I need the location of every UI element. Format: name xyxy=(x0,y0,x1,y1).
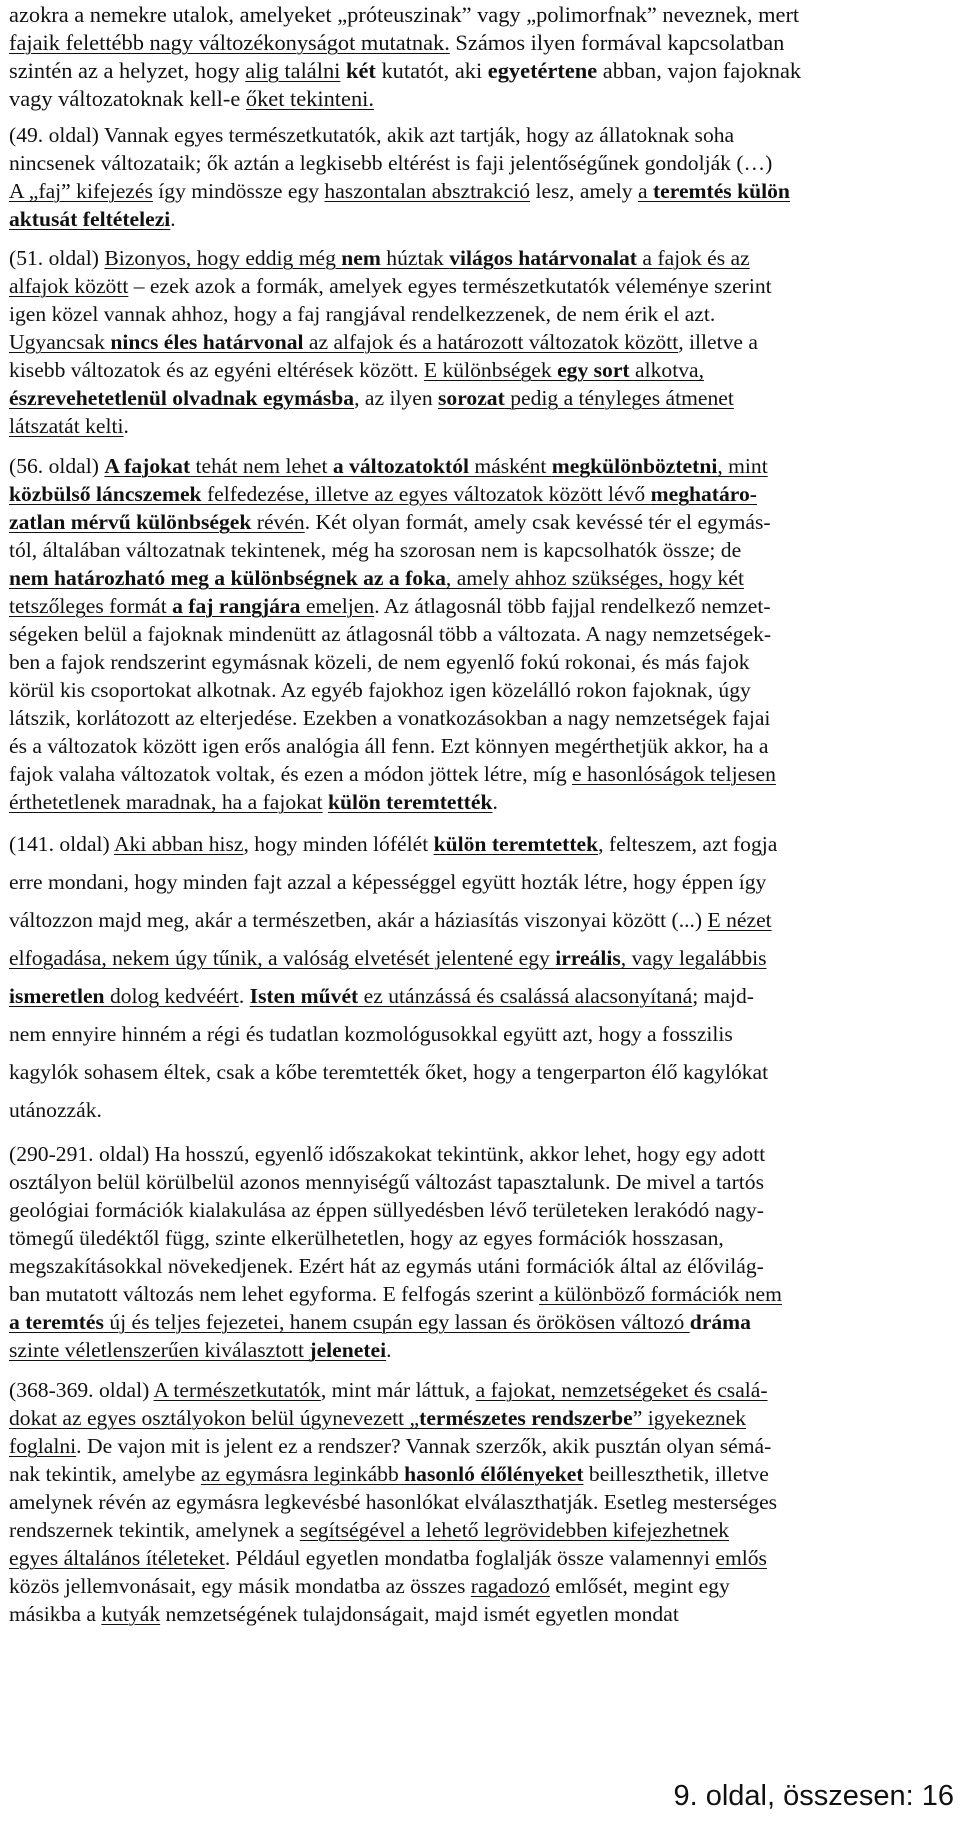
text-line xyxy=(9,1464,769,1486)
text-line xyxy=(9,1380,768,1402)
underlined-text: révén xyxy=(251,510,305,534)
emphasis-text: aktusát feltételezi xyxy=(9,207,171,231)
text-segment: Számos ilyen formával kapcsolatban xyxy=(449,30,785,55)
text-line xyxy=(9,1340,392,1362)
text-line xyxy=(9,1604,679,1626)
underlined-text: elfogadása, nekem úgy tűnik, a valóság elvetését jelentené egy xyxy=(9,946,556,970)
underlined-text: új és teljes fejezetei, hanem csupán egy lassan és örökösen változó xyxy=(103,1310,690,1334)
underlined-text: emlős xyxy=(715,1546,767,1570)
underlined-text: kutyák xyxy=(101,1602,161,1626)
emphasis-text: egyetértene xyxy=(487,58,598,83)
text-line xyxy=(9,456,768,478)
text-line xyxy=(9,948,767,970)
text-line xyxy=(9,540,741,562)
emphasis-text: élőlényeket xyxy=(480,1462,584,1486)
text-segment: másikba a xyxy=(9,1602,102,1626)
text-line xyxy=(9,153,772,175)
text-segment: . Például egyetlen mondatba foglalják össze valamennyi xyxy=(224,1546,716,1570)
text-segment: . Az átlagosnál több fajjal rendelkező nemzet- xyxy=(374,594,771,618)
emphasis-text: teremtés külön xyxy=(652,179,790,203)
underlined-text: felfedezése, illetve az egyes változatok között lévő xyxy=(201,482,651,506)
emphasis-text: nem határozható meg a különbségnek az a foka xyxy=(9,566,446,590)
text-line xyxy=(9,1408,746,1430)
underlined-text: A természetkutatók xyxy=(153,1378,321,1402)
underlined-text: tehát nem lehet xyxy=(190,454,333,478)
underlined-text: az alfajok és a határozott változatok között xyxy=(303,330,679,354)
text-segment: vagy változatoknak kell-e xyxy=(9,86,246,111)
text-line xyxy=(9,624,771,646)
text-line xyxy=(9,872,766,894)
text-line xyxy=(9,416,129,438)
text-segment: . xyxy=(492,790,498,814)
text-line xyxy=(9,1284,782,1306)
text-line xyxy=(9,834,777,856)
emphasis-text: A fajokat xyxy=(104,454,191,478)
underlined-text: , amely ahhoz szükséges, hogy két xyxy=(445,566,744,590)
text-line xyxy=(9,512,771,534)
emphasis-text: a változatoktól xyxy=(332,454,469,478)
text-segment: körül kis csoportokat alkotnak. Az egyéb fajokhoz igen közelálló rokon fajoknak, úgy xyxy=(9,678,751,702)
underlined-text: Ugyancsak xyxy=(9,330,111,354)
text-segment: így mindössze egy xyxy=(152,179,325,203)
text-line xyxy=(9,1520,729,1542)
emphasis-text: hasonló xyxy=(404,1462,475,1486)
underlined-text: haszontalan absztrakció xyxy=(324,179,531,203)
text-segment: tól, általában változatnak tekintenek, még ha szorosan nem is kapcsolhatók össze; de xyxy=(9,538,742,562)
text-line xyxy=(9,1576,730,1598)
underlined-text: alig találni xyxy=(245,58,341,83)
text-segment: ban mutatott változás nem lehet egyforma. E felfogás szerint xyxy=(9,1282,540,1306)
text-segment: – ezek azok a formák, amelyek egyes természetkutatók véleménye szerint xyxy=(128,274,772,298)
text-line xyxy=(9,1548,767,1570)
text-segment: kutatót, aki xyxy=(375,58,488,83)
emphasis-text: zatlan mérvű különbségek xyxy=(9,510,252,534)
text-segment: . xyxy=(123,414,129,438)
text-line xyxy=(9,181,790,203)
text-segment: . Két olyan formát, amely csak kevéssé tér el egymás- xyxy=(304,510,771,534)
underlined-text: e hasonlóságok teljesen xyxy=(572,762,776,786)
emphasis-text: egy sort xyxy=(557,358,630,382)
underlined-text: őket tekinteni. xyxy=(245,86,374,111)
text-segment: ségeken belül a fajoknak mindenütt az átlagosnál több a változata. A nagy nemzetségek- xyxy=(9,622,772,646)
text-segment: utánozzák. xyxy=(9,1098,102,1122)
text-segment: és a változatok között igen erős analógia áll fenn. Ezt könnyen megérthetjük akkor, ha a xyxy=(9,734,769,758)
underlined-text: Aki abban hisz xyxy=(113,832,244,856)
text-segment: igen közel vannak ahhoz, hogy a faj rangjával rendelkezzenek, de nem érik el azt. xyxy=(9,302,716,326)
underlined-text: ” igyekeznek xyxy=(632,1406,747,1430)
emphasis-text: irreális xyxy=(555,946,621,970)
underlined-text: foglalni xyxy=(9,1434,77,1458)
underlined-text: egyes általános ítéleteket xyxy=(9,1546,225,1570)
underlined-text: a különböző formációk nem xyxy=(539,1282,782,1306)
underlined-text: az egymásra leginkább xyxy=(200,1462,405,1486)
text-line xyxy=(9,304,715,326)
underlined-text: a fajokat, nemzetségeket és csalá- xyxy=(475,1378,768,1402)
text-segment: közös jellemvonásait, egy másik mondatba az összes xyxy=(9,1574,471,1598)
underlined-text: a fajok és az xyxy=(637,246,750,270)
text-line xyxy=(9,1492,777,1514)
text-line xyxy=(9,388,734,410)
text-segment: ben a fajok rendszerint egymásnak közeli, de nem egyenlő fokú rokonai, és más fajok xyxy=(9,650,750,674)
text-segment: ; majd- xyxy=(692,984,754,1008)
underlined-text: dolog kedvéért xyxy=(104,984,239,1008)
text-line xyxy=(9,1312,751,1334)
text-segment: tömegű üledéktől függ, szinte elkerülhetetlen, hogy az egyes formációk hosszasan, xyxy=(9,1226,724,1250)
emphasis-text: Isten művét xyxy=(249,984,359,1008)
underlined-text: a xyxy=(638,179,653,203)
text-segment: lesz, amely xyxy=(530,179,638,203)
underlined-text: , vagy legalábbis xyxy=(620,946,767,970)
text-line xyxy=(9,986,754,1008)
text-segment: változzon majd meg, akár a természetben, akár a háziasítás viszonyai között (...) xyxy=(9,908,708,932)
emphasis-text: külön teremtettek xyxy=(433,832,599,856)
text-segment: abban, vajon fajoknak xyxy=(597,58,802,83)
text-segment: osztályon belül körülbelül azonos mennyiségű változást tapasztalunk. De mivel a tartós xyxy=(9,1170,764,1194)
text-segment: azokra a nemekre utalok, amelyeket „próteuszinak” vagy „polimorfnak” neveznek, mert xyxy=(9,2,800,27)
text-segment: (49. oldal) Vannak egyes természetkutatók, akik azt tartják, hogy az állatoknak soha xyxy=(9,123,735,147)
emphasis-text: ismeretlen xyxy=(9,984,105,1008)
text-segment: amelynek révén az egymásra legkevésbé hasonlókat elválaszthatják. Esetleg mesterséges xyxy=(9,1490,778,1514)
emphasis-text: a teremtés xyxy=(9,1310,104,1334)
text-segment: . xyxy=(386,1338,392,1362)
text-line xyxy=(9,1024,733,1046)
underlined-text: A „faj” kifejezés xyxy=(9,179,153,203)
text-line xyxy=(9,360,704,382)
text-line xyxy=(9,1100,102,1122)
emphasis-text: nincs éles határvonal xyxy=(110,330,304,354)
text-segment: (368-369. oldal) xyxy=(9,1378,154,1402)
text-segment: látszik, korlátozott az elterjedése. Ezekben a vonatkozásokban a nagy nemzetségek fajai xyxy=(9,706,771,730)
text-line xyxy=(9,32,784,54)
underlined-text: érthetetlenek maradnak, ha a fajokat xyxy=(9,790,323,814)
text-segment: , illetve a xyxy=(678,330,758,354)
text-segment: nincsenek változataik; ők aztán a legkisebb eltérést is faji jelentőségűnek gondolják (…) xyxy=(9,151,773,175)
underlined-text: szinte véletlenszerűen kiválasztott xyxy=(9,1338,310,1362)
text-segment: nemzetségének tulajdonságait, majd ismét egyetlen mondat xyxy=(160,1602,679,1626)
underlined-text: fajaik felettébb nagy változékonyságot mutatnak. xyxy=(9,30,450,55)
text-segment: , felteszem, azt fogja xyxy=(598,832,778,856)
text-line xyxy=(9,1256,764,1278)
page-footer: 9. oldal, összesen: 16 xyxy=(673,1780,954,1812)
underlined-text: ez utánzássá és csalássá alacsonyítaná xyxy=(358,984,693,1008)
text-line xyxy=(9,1144,765,1166)
underlined-text: segítségével a lehető legrövidebben kifejezhetnek xyxy=(299,1518,730,1542)
text-segment: (290-291. oldal) Ha hosszú, egyenlő időszakokat tekintünk, akkor lehet, hogy egy adott xyxy=(9,1142,766,1166)
underlined-text: látszatát kelti xyxy=(9,414,124,438)
text-segment: megszakításokkal növekedjenek. Ezért hát az egymás utáni formációk által az élővilág- xyxy=(9,1254,764,1278)
text-line xyxy=(9,708,770,730)
text-line xyxy=(9,88,374,110)
text-line xyxy=(9,1228,724,1250)
text-line xyxy=(9,680,751,702)
underlined-text: húztak xyxy=(380,246,450,270)
text-line xyxy=(9,1436,771,1458)
text-segment: nak tekintik, amelybe xyxy=(9,1462,201,1486)
text-line xyxy=(9,484,757,506)
text-segment: kagylók sohasem éltek, csak a kőbe teremtették őket, hogy a tengerparton élő kagylókat xyxy=(9,1060,769,1084)
text-line xyxy=(9,568,744,590)
text-segment: geológiai formációk kialakulása az éppen süllyedésben lévő területeken lerakódó nagy- xyxy=(9,1198,764,1222)
text-segment: . xyxy=(170,207,176,231)
text-segment: . De vajon mit is jelent ez a rendszer? Vannak szerzők, akik pusztán olyan sémá- xyxy=(76,1434,772,1458)
underlined-text: E nézet xyxy=(707,908,772,932)
text-segment: . xyxy=(238,984,250,1008)
text-segment: (51. oldal) xyxy=(9,246,105,270)
emphasis-text: sorozat xyxy=(438,386,505,410)
underlined-text: Bizonyos, hogy eddig még xyxy=(104,246,342,270)
emphasis-text: dráma xyxy=(689,1310,751,1334)
text-segment: , hogy minden lófélét xyxy=(243,832,434,856)
text-segment: , mint már láttuk, xyxy=(320,1378,476,1402)
text-segment: nem ennyire hinném a régi és tudatlan kozmológusokkal együtt azt, hogy a fosszilis xyxy=(9,1022,733,1046)
emphasis-text: észrevehetetlenül olvadnak egymásba xyxy=(9,386,355,410)
text-line xyxy=(9,248,750,270)
underlined-text: pedig a tényleges átmenet xyxy=(504,386,734,410)
text-line xyxy=(9,910,772,932)
text-line xyxy=(9,276,772,298)
underlined-text: dokat az egyes osztályokon belül úgynevezett „ xyxy=(9,1406,420,1430)
emphasis-text: külön teremtették xyxy=(327,790,493,814)
text-segment: rendszernek tekintik, amelynek a xyxy=(9,1518,300,1542)
emphasis-text: meghatáro- xyxy=(650,482,757,506)
underlined-text: alfajok között xyxy=(9,274,129,298)
text-line xyxy=(9,652,750,674)
emphasis-text: közbülső láncszemek xyxy=(9,482,202,506)
text-line xyxy=(9,209,176,231)
text-segment: (141. oldal) xyxy=(9,832,114,856)
underlined-text: emeljen xyxy=(300,594,375,618)
text-segment: beilleszthetik, illetve xyxy=(583,1462,769,1486)
underlined-text: E különbségek xyxy=(423,358,558,382)
underlined-text: , mint xyxy=(717,454,768,478)
emphasis-text: világos határvonalat xyxy=(449,246,637,270)
text-line xyxy=(9,125,734,147)
text-line xyxy=(9,60,801,82)
text-segment: , az ilyen xyxy=(354,386,439,410)
underlined-text: másként xyxy=(469,454,552,478)
emphasis-text: a faj rangjára xyxy=(172,594,301,618)
text-segment: emlősét, megint egy xyxy=(549,1574,730,1598)
text-line xyxy=(9,792,498,814)
text-segment: (56. oldal) xyxy=(9,454,105,478)
emphasis-text: két xyxy=(346,58,376,83)
underlined-text: tetszőleges formát xyxy=(9,594,173,618)
emphasis-text: megkülönböztetni xyxy=(551,454,718,478)
underlined-text: alkotva, xyxy=(629,358,704,382)
emphasis-text: jelenetei xyxy=(309,1338,387,1362)
text-segment: erre mondani, hogy minden fajt azzal a képességgel együtt hozták létre, hogy éppen így xyxy=(9,870,767,894)
text-line xyxy=(9,332,758,354)
text-line xyxy=(9,1200,764,1222)
text-segment: fajok valaha változatok voltak, és ezen a módon jöttek létre, míg xyxy=(9,762,573,786)
emphasis-text: nem xyxy=(341,246,381,270)
text-line xyxy=(9,1172,764,1194)
text-line xyxy=(9,596,771,618)
underlined-text: ragadozó xyxy=(470,1574,550,1598)
text-line xyxy=(9,736,768,758)
text-segment: kisebb változatok és az egyéni eltérések között. xyxy=(9,358,424,382)
text-line xyxy=(9,1062,768,1084)
text-line xyxy=(9,764,776,786)
emphasis-text: természetes rendszerbe xyxy=(419,1406,633,1430)
text-line xyxy=(9,4,799,26)
text-segment: szintén az a helyzet, hogy xyxy=(9,58,246,83)
